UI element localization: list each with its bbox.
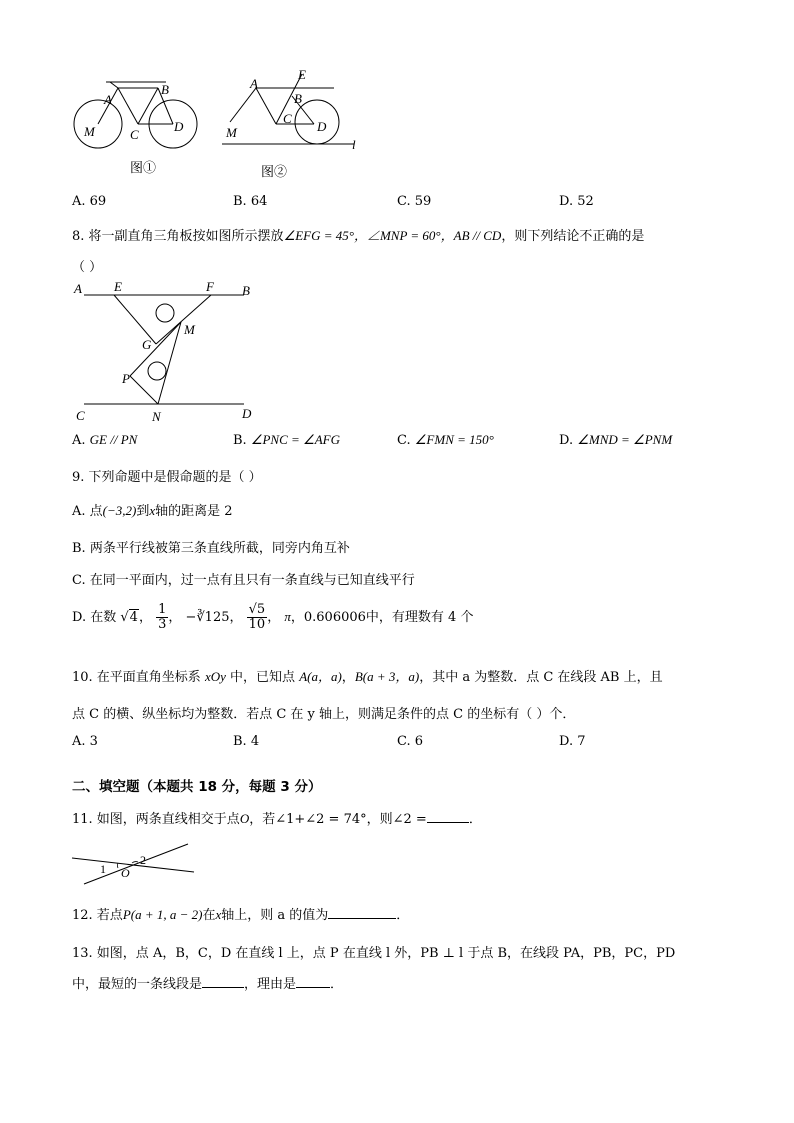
q8-fig-label-E: E (114, 280, 122, 294)
q12-answer-blank[interactable] (328, 918, 396, 919)
q9-option-d[interactable]: D. 在数 √4， $\frac{1}{3}$ ， −∛125， $\frac{√5}{10}$ ， π，0.606006中，有理数有 4 个 (72, 602, 474, 632)
q11-answer-blank[interactable] (427, 822, 469, 823)
q11-stem: 11. 如图，两条直线相交于点O，若∠1+∠2 = 74°，则∠2 = ． (72, 811, 482, 827)
fraction-one-third: $\frac{1}{3}$ (158, 602, 167, 632)
q10-line2: 点 C 的横、纵坐标均为整数．若点 C 在 y 轴上，则满足条件的点 C 的坐标有（ ）个． (72, 707, 576, 722)
q11-figure-intersecting-lines (68, 840, 198, 888)
q10-option-d[interactable]: D. 7 (559, 734, 586, 749)
q8-fig-label-A: A (74, 281, 82, 296)
fig2-label-A: A (250, 76, 258, 91)
q8-fig-label-C: C (76, 408, 85, 423)
q10-option-a[interactable]: A. 3 (72, 734, 98, 749)
q8-fig-label-D: D (242, 406, 252, 421)
fig2-label-D: D (317, 119, 327, 134)
fig2-label-M: M (226, 125, 237, 140)
q8-fig-label-N: N (152, 409, 161, 424)
q13-answer-blank-1[interactable] (202, 987, 244, 988)
q7-option-d[interactable]: D. 52 (559, 194, 594, 209)
q8-fig-label-B: B (242, 283, 250, 298)
q8-given: ∠EFG = 45°，∠MNP = 60°，AB // CD (283, 228, 502, 243)
q13-line1: 13. 如图，点 A，B，C，D 在直线 l 上，点 P 在直线 l 外，PB ⊥ l 于点 B，在线段 PA，PB，PC，PD (72, 946, 676, 961)
q8-bracket: （ ） (72, 260, 103, 275)
q10-option-b[interactable]: B. 4 (233, 734, 260, 749)
fig1-label-C: C (130, 127, 139, 142)
q9-option-b[interactable]: B. 两条平行线被第三条直线所截，同旁内角互补 (72, 541, 350, 556)
q11-point-O-label: O (121, 866, 130, 880)
fig2-caption: 图② (261, 165, 288, 180)
q11-angle-1-label: 1 (100, 862, 106, 876)
fig1-caption: 图① (130, 161, 157, 176)
fig2-label-C: C (283, 111, 292, 126)
fig2-label-B: B (294, 91, 302, 106)
fig1-label-B: B (161, 82, 169, 97)
q8-stem (72, 225, 644, 244)
q7-option-c[interactable]: C. 59 (397, 194, 432, 209)
q8-option-b[interactable]: B. ∠PNC = ∠AFG (233, 432, 340, 448)
q13-answer-blank-2[interactable] (296, 987, 330, 988)
q8-figure-triangles (66, 280, 266, 425)
fig2-label-l: l (352, 137, 356, 152)
fig1-label-D: D (174, 119, 184, 134)
q9-option-c[interactable]: C. 在同一平面内，过一点有且只有一条直线与已知直线平行 (72, 573, 415, 588)
q8-option-d[interactable]: D. ∠MND = ∠PNM (559, 432, 673, 448)
q8-fig-label-M: M (184, 322, 195, 337)
fig1-label-A: A (104, 92, 112, 107)
q9-option-a[interactable]: A. 点(−3,2)到x轴的距离是 2 (72, 503, 233, 519)
q9-stem: 9. 下列命题中是假命题的是（ ） (72, 470, 262, 485)
q8-fig-label-G: G (142, 337, 152, 352)
q13-line2: 中，最短的一条线段是 ，理由是 ． (72, 977, 344, 992)
fig1-label-M: M (84, 124, 95, 139)
fig2-label-E: E (298, 68, 306, 82)
q11-angle-2-label: 2 (140, 853, 146, 867)
q8-text-after: ，则下列结论不正确的是 (501, 229, 645, 244)
q8-text-before: 将一副直角三角板按如图所示摆放 (88, 229, 284, 244)
q7-option-b[interactable]: B. 64 (233, 194, 268, 209)
bicycle-figures (66, 68, 366, 186)
q10-line1: 10. 在平面直角坐标系 xOy 中，已知点 A(a，a)，B(a + 3，a)，其中 a 为整数．点 C 在线段 AB 上，且 (72, 669, 663, 685)
fraction-root5-over-10: $\frac{√5}{10}$ (248, 602, 266, 632)
q8-option-c[interactable]: C. ∠FMN = 150° (397, 432, 494, 448)
q10-option-c[interactable]: C. 6 (397, 734, 424, 749)
q8-fig-label-P: P (122, 371, 130, 386)
q8-fig-label-F: F (206, 280, 214, 294)
section-heading-fill-in: 二、填空题（本题共 18 分，每题 3 分） (72, 779, 322, 795)
q8-number: 8. (72, 229, 85, 244)
q7-option-a[interactable]: A. 69 (72, 194, 107, 209)
figure-2-bicycle (222, 74, 354, 144)
q8-option-a[interactable]: A. GE // PN (72, 432, 138, 448)
q12-stem: 12. 若点P(a + 1, a − 2)在x轴上，则 a 的值为 ． (72, 907, 410, 923)
